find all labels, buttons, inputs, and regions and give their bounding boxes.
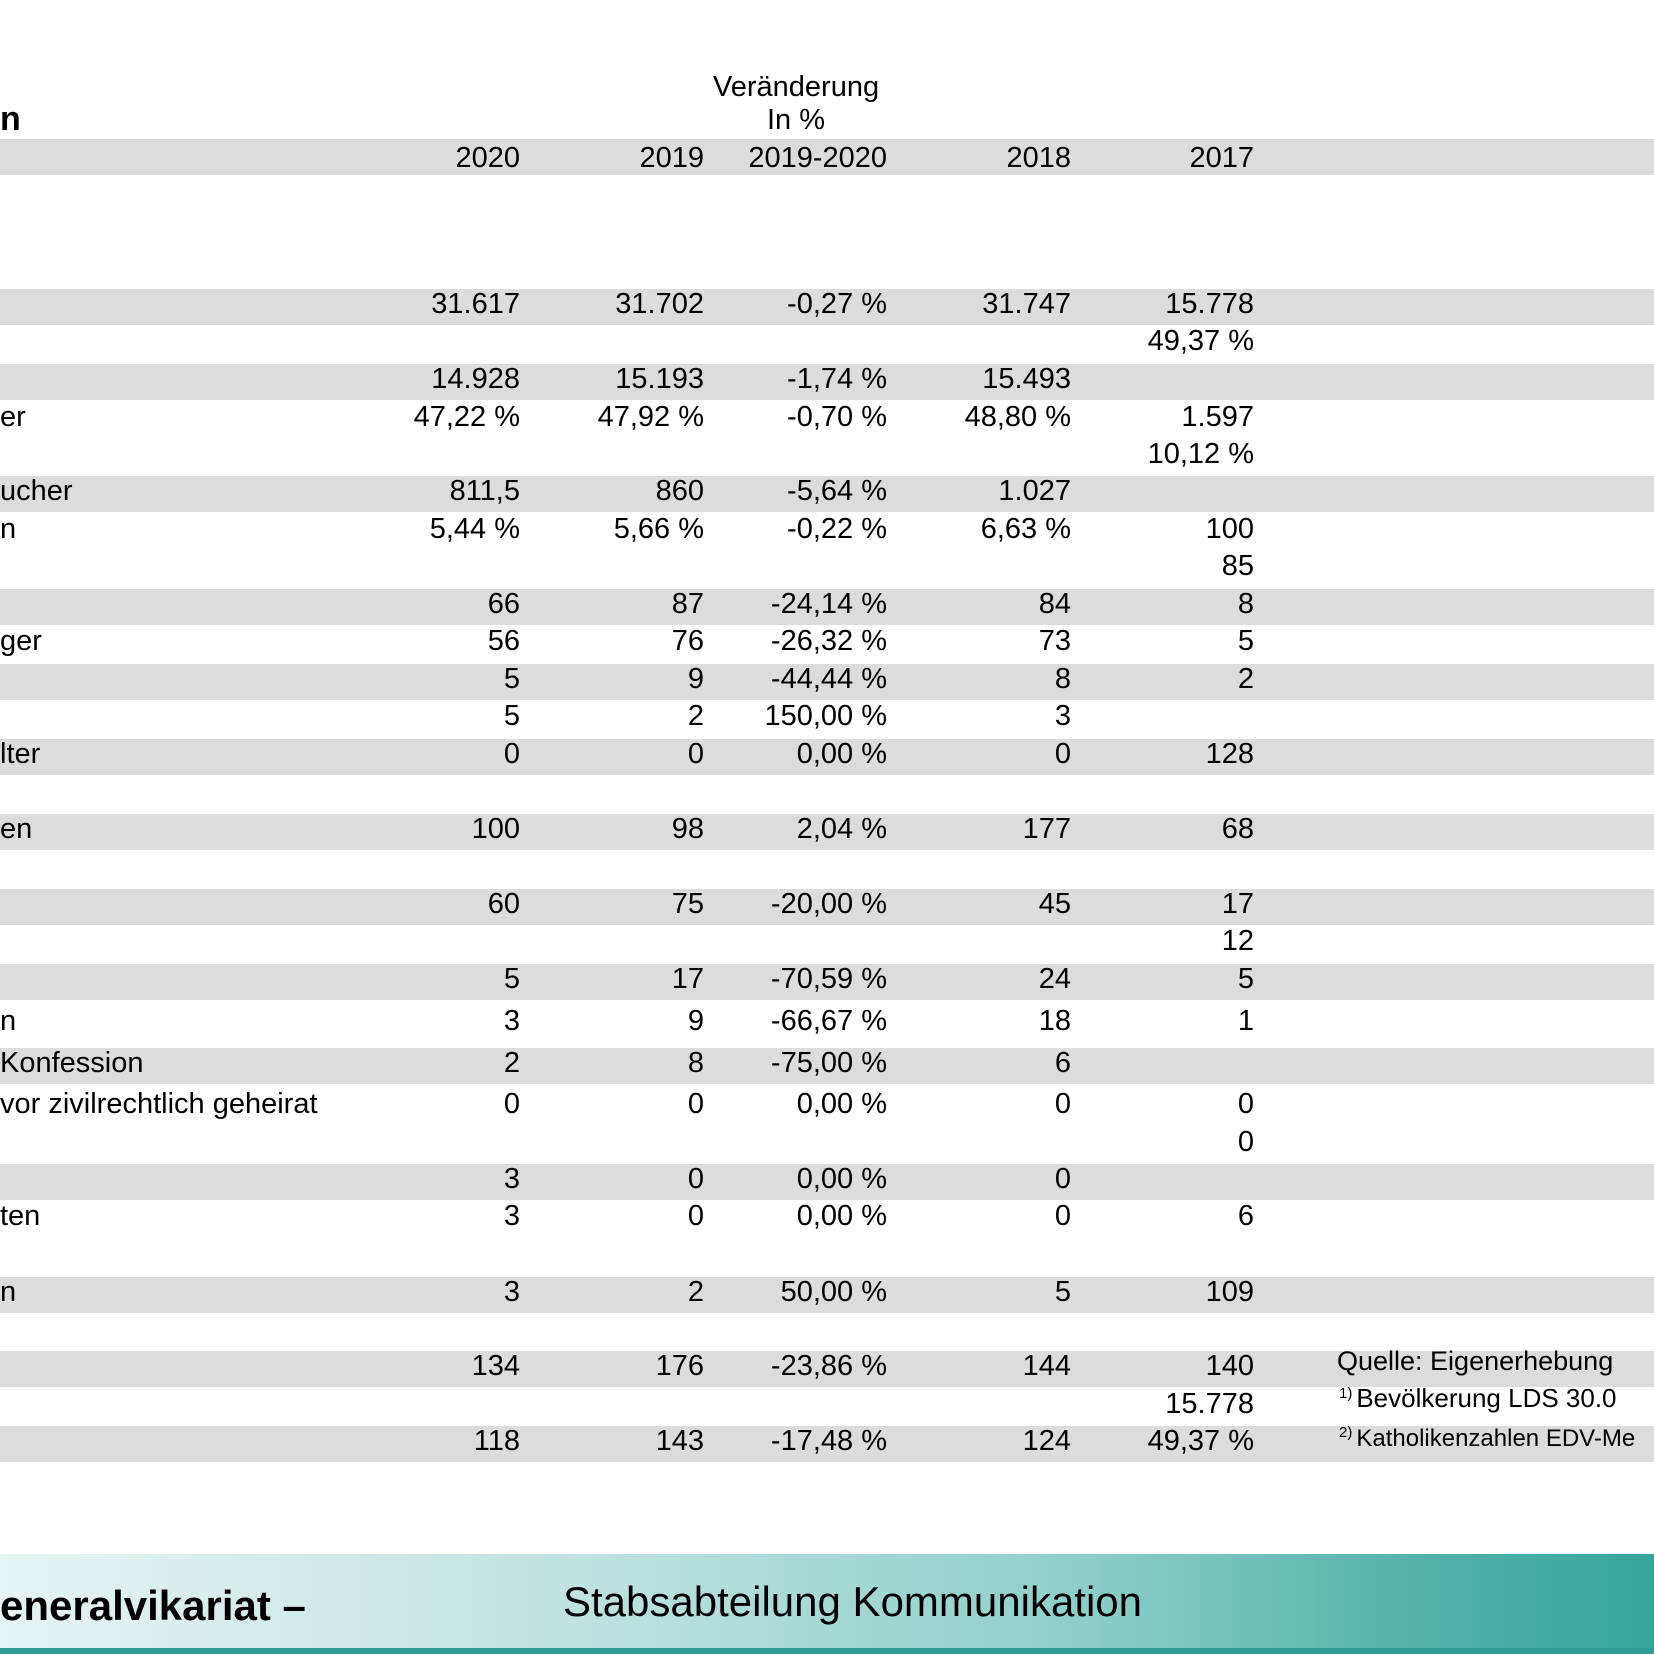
cell-2019: 860 bbox=[655, 475, 704, 507]
cell-2018: 24 bbox=[1038, 963, 1071, 995]
row-label: en bbox=[0, 813, 33, 845]
cell-change: -66,67 % bbox=[770, 1005, 887, 1037]
cell-2019: 2 bbox=[687, 700, 704, 732]
cell-change: -1,74 % bbox=[787, 363, 887, 395]
cell-2019: 98 bbox=[671, 813, 704, 845]
row-label: lter bbox=[0, 738, 41, 770]
cell-2020: 31.617 bbox=[431, 288, 520, 320]
cell-2019: 0 bbox=[687, 1200, 704, 1232]
cell-2019: 176 bbox=[655, 1350, 704, 1382]
cell-2020: 3 bbox=[503, 1200, 520, 1232]
cell-2017: 12 bbox=[1221, 925, 1254, 957]
cell-2017: 5 bbox=[1237, 963, 1254, 995]
cell-2020: 3 bbox=[503, 1163, 520, 1195]
cell-2020: 5,44 % bbox=[429, 513, 520, 545]
cell-2017: 128 bbox=[1205, 738, 1254, 770]
row-label: n bbox=[0, 1005, 17, 1037]
cell-2020: 3 bbox=[503, 1005, 520, 1037]
cell-2017: 15.778 bbox=[1165, 288, 1254, 320]
page-title: n bbox=[0, 100, 21, 138]
cell-2020: 47,22 % bbox=[413, 401, 520, 433]
cell-2020: 118 bbox=[473, 1425, 520, 1457]
cell-change: -0,70 % bbox=[787, 401, 887, 433]
cell-2020: 0 bbox=[503, 738, 520, 770]
cell-2017: 68 bbox=[1221, 813, 1254, 845]
cell-2019: 31.702 bbox=[615, 288, 704, 320]
cell-2018: 84 bbox=[1038, 588, 1071, 620]
row-label: n bbox=[0, 1276, 17, 1308]
cell-2020: 5 bbox=[503, 963, 520, 995]
cell-2020: 0 bbox=[503, 1088, 520, 1120]
cell-2017: 10,12 % bbox=[1147, 438, 1254, 470]
cell-2020: 14.928 bbox=[431, 363, 520, 395]
footer-organization: eneralvikariat – bbox=[0, 1582, 306, 1629]
footer-department: Stabsabteilung Kommunikation bbox=[563, 1578, 1143, 1625]
cell-2018: 3 bbox=[1054, 700, 1071, 732]
source-note: Quelle: Eigenerhebung bbox=[1337, 1346, 1614, 1376]
cell-2018: 15.493 bbox=[982, 363, 1071, 395]
cell-2020: 5 bbox=[503, 700, 520, 732]
column-header-2020: 2020 bbox=[455, 142, 520, 174]
cell-change: -70,59 % bbox=[770, 963, 887, 995]
row-label: ten bbox=[0, 1200, 41, 1232]
cell-change: -24,14 % bbox=[770, 588, 887, 620]
cell-2019: 0 bbox=[687, 738, 704, 770]
row-label: ucher bbox=[0, 475, 73, 507]
cell-change: -0,22 % bbox=[787, 513, 887, 545]
row-label: er bbox=[0, 401, 26, 433]
cell-2020: 811,5 bbox=[449, 475, 520, 507]
footer-bar bbox=[0, 1554, 1654, 1654]
row-label: vor zivilrechtlich geheirat bbox=[0, 1088, 318, 1120]
cell-2018: 73 bbox=[1038, 625, 1071, 657]
cell-change: -20,00 % bbox=[770, 888, 887, 920]
cell-change: 2,04 % bbox=[796, 813, 887, 845]
cell-2020: 3 bbox=[503, 1276, 520, 1308]
column-header-change: 2019-2020 bbox=[748, 142, 887, 174]
footnote-2-text: Katholikenzahlen EDV-Me bbox=[1356, 1425, 1636, 1452]
cell-2017: 5 bbox=[1237, 625, 1254, 657]
cell-change: -44,44 % bbox=[770, 663, 887, 695]
cell-2019: 76 bbox=[671, 625, 704, 657]
cell-2019: 0 bbox=[687, 1088, 704, 1120]
cell-2018: 31.747 bbox=[982, 288, 1071, 320]
cell-2019: 8 bbox=[687, 1047, 704, 1079]
footer-divider bbox=[0, 1648, 1654, 1654]
change-header-top: Veränderung bbox=[713, 71, 880, 103]
row-label: Konfession bbox=[0, 1047, 144, 1079]
cell-2018: 177 bbox=[1022, 813, 1071, 845]
cell-change: 0,00 % bbox=[796, 1200, 887, 1232]
cell-2020: 2 bbox=[503, 1047, 520, 1079]
cell-2018: 144 bbox=[1022, 1350, 1071, 1382]
cell-change: -75,00 % bbox=[770, 1047, 887, 1079]
cell-2020: 60 bbox=[487, 888, 520, 920]
cell-2018: 5 bbox=[1054, 1276, 1071, 1308]
cell-change: -5,64 % bbox=[787, 475, 887, 507]
change-header-bottom: In % bbox=[767, 104, 826, 136]
cell-2018: 6,63 % bbox=[980, 513, 1071, 545]
cell-2020: 134 bbox=[471, 1350, 520, 1382]
cell-2020: 100 bbox=[471, 813, 520, 845]
cell-2019: 17 bbox=[671, 963, 704, 995]
cell-change: 0,00 % bbox=[796, 1163, 887, 1195]
cell-2019: 2 bbox=[687, 1276, 704, 1308]
cell-2018: 0 bbox=[1054, 1088, 1071, 1120]
cell-2018: 6 bbox=[1054, 1047, 1071, 1079]
footnote-1 bbox=[1339, 1383, 1617, 1414]
cell-2019: 75 bbox=[671, 888, 704, 920]
column-header-2019: 2019 bbox=[639, 142, 704, 174]
row-label: n bbox=[0, 513, 17, 545]
cell-2018: 1.027 bbox=[998, 475, 1071, 507]
cell-2019: 143 bbox=[655, 1425, 704, 1457]
cell-2019: 9 bbox=[687, 1005, 704, 1037]
cell-2018: 8 bbox=[1054, 663, 1071, 695]
cell-2018: 124 bbox=[1022, 1425, 1071, 1457]
cell-2017: 109 bbox=[1205, 1276, 1254, 1308]
cell-2018: 45 bbox=[1038, 888, 1071, 920]
cell-2017: 15.778 bbox=[1165, 1388, 1254, 1420]
footnote-2-mark: 2) bbox=[1339, 1424, 1353, 1441]
cell-change: -26,32 % bbox=[770, 625, 887, 657]
cell-2018: 48,80 % bbox=[964, 401, 1071, 433]
cell-2017: 2 bbox=[1237, 663, 1254, 695]
cell-2019: 5,66 % bbox=[613, 513, 704, 545]
cell-2017: 17 bbox=[1221, 888, 1254, 920]
cell-2018: 0 bbox=[1054, 738, 1071, 770]
cell-2017: 1.597 bbox=[1181, 401, 1254, 433]
cell-2018: 18 bbox=[1038, 1005, 1071, 1037]
cell-2020: 5 bbox=[503, 663, 520, 695]
cell-change: 0,00 % bbox=[796, 1088, 887, 1120]
cell-change: 150,00 % bbox=[764, 700, 887, 732]
cell-2018: 0 bbox=[1054, 1200, 1071, 1232]
column-header-2017: 2017 bbox=[1189, 142, 1254, 174]
cell-2019: 47,92 % bbox=[597, 401, 704, 433]
cell-2017: 1 bbox=[1237, 1005, 1254, 1037]
column-header-2018: 2018 bbox=[1006, 142, 1071, 174]
cell-2017: 0 bbox=[1237, 1088, 1254, 1120]
cell-2017: 49,37 % bbox=[1147, 325, 1254, 357]
cell-2019: 9 bbox=[687, 663, 704, 695]
cell-2019: 87 bbox=[671, 588, 704, 620]
cell-2017: 8 bbox=[1237, 588, 1254, 620]
cell-2020: 56 bbox=[487, 625, 520, 657]
cell-2017: 140 bbox=[1205, 1350, 1254, 1382]
cell-change: -17,48 % bbox=[770, 1425, 887, 1457]
footnote-2 bbox=[1339, 1424, 1635, 1453]
cell-2017: 6 bbox=[1237, 1200, 1254, 1232]
cell-2017: 100 bbox=[1205, 513, 1254, 545]
row-label: ger bbox=[0, 625, 42, 657]
cell-change: 0,00 % bbox=[796, 738, 887, 770]
cell-2019: 15.193 bbox=[615, 363, 704, 395]
cell-2018: 0 bbox=[1054, 1163, 1071, 1195]
cell-2017: 49,37 % bbox=[1147, 1425, 1254, 1457]
cell-change: 50,00 % bbox=[780, 1276, 887, 1308]
cell-2017: 85 bbox=[1221, 550, 1254, 582]
cell-change: -0,27 % bbox=[787, 288, 887, 320]
cell-2020: 66 bbox=[487, 588, 520, 620]
cell-2017: 0 bbox=[1237, 1126, 1254, 1158]
cell-2019: 0 bbox=[687, 1163, 704, 1195]
footnote-1-mark: 1) bbox=[1339, 1385, 1353, 1402]
cell-change: -23,86 % bbox=[770, 1350, 887, 1382]
footnote-1-text: Bevölkerung LDS 30.0 bbox=[1356, 1383, 1617, 1413]
